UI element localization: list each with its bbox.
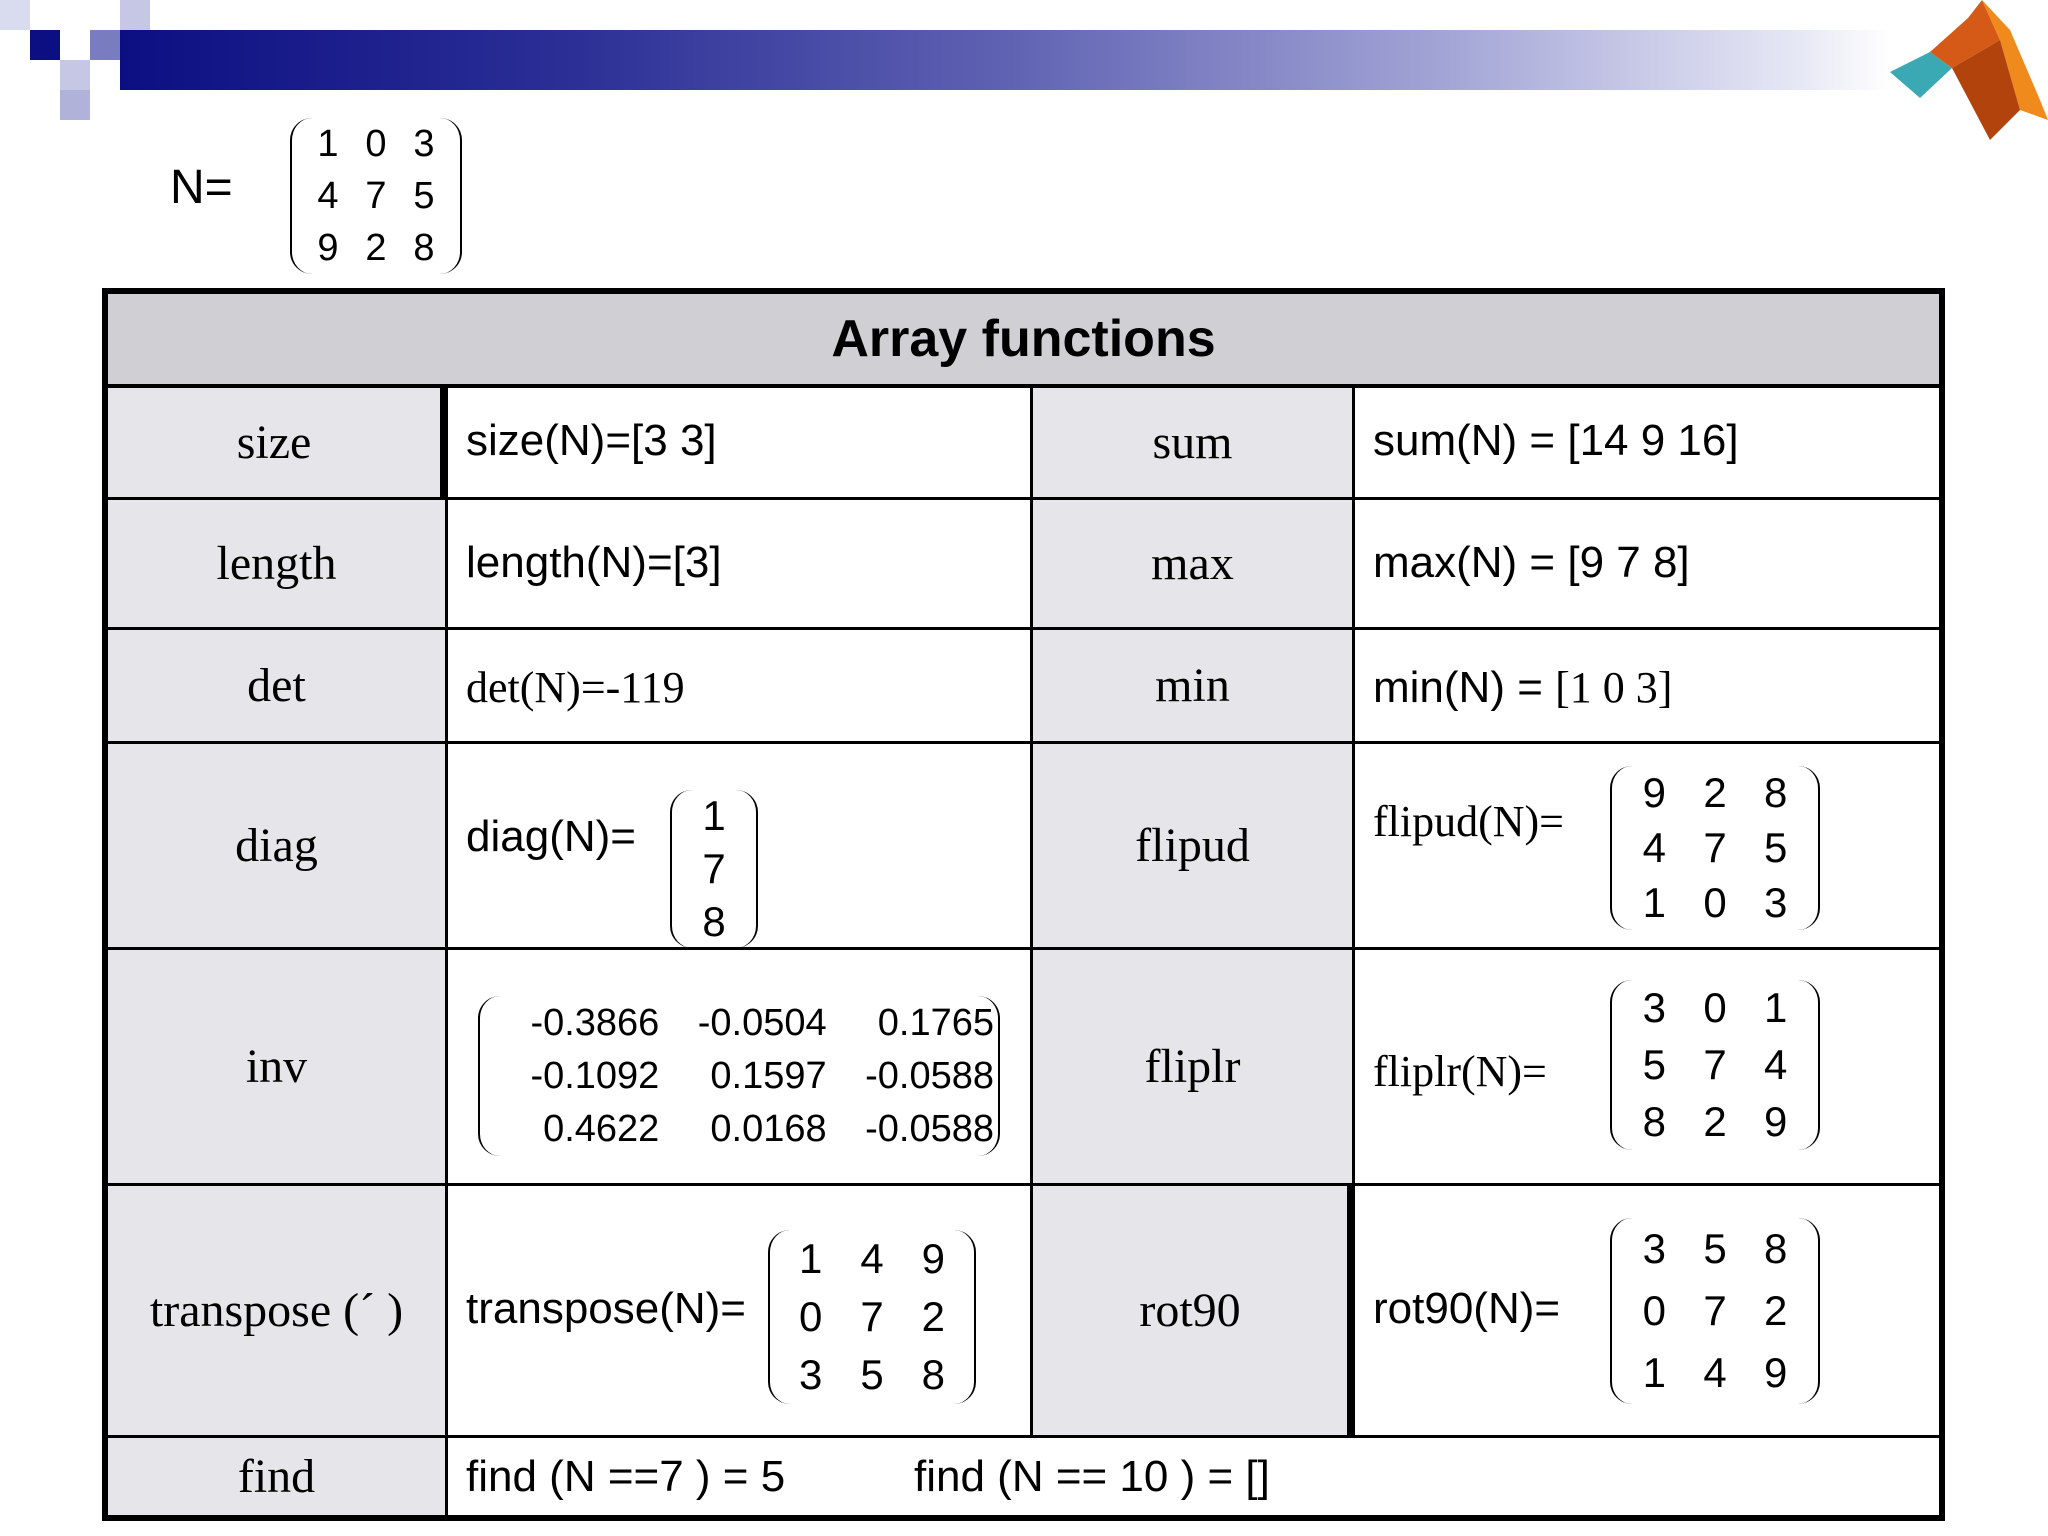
matrix-cell: 8 (1763, 769, 1788, 817)
matrix-cell: -0.3866 (530, 1001, 660, 1044)
matrix-cell: 4 (1642, 823, 1666, 871)
decor-square-light (0, 0, 30, 30)
matrix-cell: 8 (702, 897, 726, 945)
function-value-sum (1355, 388, 1939, 500)
right-paren (1796, 766, 1820, 930)
function-value-flipud (1355, 744, 1939, 950)
function-name-text: fliplr (1144, 1040, 1241, 1093)
function-name-max (1033, 500, 1355, 630)
left-paren (478, 996, 502, 1156)
matrix-cell: 7 (1703, 1287, 1727, 1334)
function-value-fliplr (1355, 950, 1939, 1186)
matrix-cell: 0.1597 (710, 1054, 827, 1097)
function-name-diag (108, 744, 448, 950)
result-matrix (478, 996, 1000, 1156)
matrix-cell: 5 (413, 175, 435, 217)
function-name-transpose (108, 1186, 448, 1438)
left-paren (290, 118, 314, 274)
function-value-find (448, 1438, 1939, 1515)
matrix-cell: 2 (921, 1293, 945, 1340)
right-paren (976, 996, 1000, 1156)
matrix-cell: 7 (365, 175, 387, 217)
function-name-size (108, 388, 448, 500)
matrix-cell: 1 (798, 1235, 823, 1282)
function-value-text: diag(N)= (466, 812, 636, 861)
function-name-inv (108, 950, 448, 1186)
matrix-n-label: N= (170, 161, 233, 214)
matrix-cell: 2 (365, 227, 387, 269)
right-paren (1796, 1218, 1820, 1404)
matrix-cell: 8 (413, 227, 435, 269)
matrix-cell: 3 (1763, 878, 1788, 926)
function-value-diag (448, 744, 1033, 950)
decor-square-mid (90, 30, 120, 60)
function-value-size (448, 388, 1033, 500)
matrix-cell: 0 (1642, 1287, 1666, 1334)
matrix-cell: 3 (1642, 984, 1666, 1032)
function-name-min (1033, 630, 1355, 744)
function-value-text: sum(N) = [14 9 16] (1373, 416, 1739, 465)
function-name-length (108, 500, 448, 630)
decor-square-light (60, 60, 90, 90)
matrix-cell: 3 (413, 123, 435, 165)
matrix-cell: 0.1765 (877, 1001, 994, 1044)
function-name-text: det (247, 659, 306, 712)
result-matrix (670, 790, 758, 948)
function-name-text: inv (245, 1040, 308, 1093)
matrix-cell: 4 (860, 1235, 884, 1282)
matrix-cell: 4 (1703, 1349, 1727, 1396)
matrix-cell: 0 (1703, 878, 1727, 926)
matrix-cell: 5 (1763, 823, 1788, 871)
matrix-cell: 3 (1642, 1225, 1666, 1272)
matrix-cell: 7 (702, 844, 726, 892)
matrix-cell: 9 (921, 1235, 945, 1282)
function-value-text: det(N)=-119 (466, 663, 685, 712)
table-title: Array functions (108, 294, 1939, 388)
result-matrix (1610, 1218, 1820, 1404)
function-name-text: sum (1152, 416, 1233, 469)
matrix-cell: 9 (317, 227, 339, 269)
left-paren (1610, 1218, 1634, 1404)
right-paren (952, 1230, 976, 1404)
matrix-cell: 5 (1642, 1040, 1666, 1088)
function-value-det (448, 630, 1033, 744)
matrix-cell: 7 (1703, 823, 1727, 871)
right-paren (1796, 980, 1820, 1150)
decor-square-light (60, 90, 90, 120)
function-value-text: flipud(N)= (1373, 797, 1564, 846)
matrix-cell: 9 (1763, 1097, 1788, 1145)
function-name-text: flipud (1135, 819, 1250, 872)
matrix-n (290, 118, 462, 274)
function-value-max (1355, 500, 1939, 630)
decor-square-light (120, 0, 150, 30)
matrix-cell: 5 (860, 1351, 884, 1398)
matrix-cell: 7 (1703, 1040, 1727, 1088)
matrix-cell: 4 (1763, 1040, 1788, 1088)
function-name-text: rot90 (1139, 1284, 1241, 1337)
function-name-text: find (237, 1450, 316, 1503)
function-value-text: length(N)=[3] (466, 538, 722, 587)
matrix-cell: 5 (1703, 1225, 1727, 1272)
matrix-cell: 2 (1763, 1287, 1788, 1334)
left-paren (1610, 766, 1634, 930)
function-value-length (448, 500, 1033, 630)
function-name-det (108, 630, 448, 744)
function-value-prefix: min(N) = (1373, 663, 1556, 712)
matrix-cell: -0.0588 (865, 1108, 994, 1151)
matrix-cell: 0.4622 (543, 1108, 660, 1151)
function-value-inv (448, 950, 1033, 1186)
matrix-cell: 2 (1703, 769, 1727, 817)
right-paren (734, 790, 758, 948)
matrix-cell: -0.0504 (697, 1001, 827, 1044)
matlab-logo-icon (1890, 0, 2048, 145)
matrix-cell: 8 (1763, 1225, 1788, 1272)
matrix-cell: -0.0588 (865, 1054, 994, 1097)
decor-square-dark (30, 30, 60, 60)
function-value-transpose (448, 1186, 1033, 1438)
matrix-cell: 1 (317, 123, 339, 165)
matrix-cell: 3 (798, 1351, 823, 1398)
result-matrix (1610, 980, 1820, 1150)
left-paren (670, 790, 694, 948)
function-value-text: max(N) = [9 7 8] (1373, 538, 1690, 587)
array-functions-table (102, 288, 1945, 1521)
left-paren (1610, 980, 1634, 1150)
matrix-cell: 0.0168 (710, 1108, 827, 1151)
find-value-2: find (N == 10 ) = [] (914, 1452, 1270, 1501)
function-value-rot90 (1355, 1186, 1939, 1438)
result-matrix (768, 1230, 976, 1404)
matrix-cell: 9 (1763, 1349, 1788, 1396)
function-name-fliplr (1033, 950, 1355, 1186)
function-name-text: transpose (´ ) (149, 1284, 404, 1337)
function-name-text: max (1151, 537, 1234, 590)
find-value-1: find (N ==7 ) = 5 (466, 1452, 786, 1501)
function-name-text: size (236, 416, 312, 469)
matrix-cell: -0.1092 (530, 1054, 660, 1097)
right-paren (438, 118, 462, 274)
matrix-cell: 1 (1642, 1349, 1666, 1396)
function-value-text: size(N)=[3 3] (466, 416, 717, 465)
matrix-cell: 1 (1642, 878, 1666, 926)
function-value-text (1373, 662, 1672, 713)
matrix-cell: 7 (860, 1293, 884, 1340)
function-value-min (1355, 630, 1939, 744)
matrix-cell: 2 (1703, 1097, 1727, 1145)
function-name-sum (1033, 388, 1355, 500)
matrix-cell: 0 (365, 123, 387, 165)
result-matrix (1610, 766, 1820, 930)
matrix-cell: 0 (798, 1293, 823, 1340)
function-value-rest: [1 0 3] (1555, 663, 1673, 712)
function-name-rot90 (1033, 1186, 1355, 1438)
matrix-cell: 8 (921, 1351, 945, 1398)
function-value-text: rot90(N)= (1373, 1284, 1561, 1333)
matrix-cell: 0 (1703, 984, 1727, 1032)
function-name-find (108, 1438, 448, 1515)
title-bar-gradient (120, 30, 1890, 90)
matrix-cell: 8 (1642, 1097, 1666, 1145)
function-value-text: transpose(N)= (466, 1284, 747, 1333)
function-value-text: fliplr(N)= (1373, 1047, 1547, 1096)
matrix-cell: 1 (1763, 984, 1788, 1032)
function-name-text: length (216, 537, 337, 590)
function-name-flipud (1033, 744, 1355, 950)
function-name-text: diag (235, 819, 318, 872)
matrix-cell: 9 (1642, 769, 1666, 817)
function-name-text: min (1155, 659, 1230, 712)
left-paren (768, 1230, 792, 1404)
matrix-cell: 1 (702, 792, 726, 840)
matrix-cell: 4 (317, 175, 339, 217)
